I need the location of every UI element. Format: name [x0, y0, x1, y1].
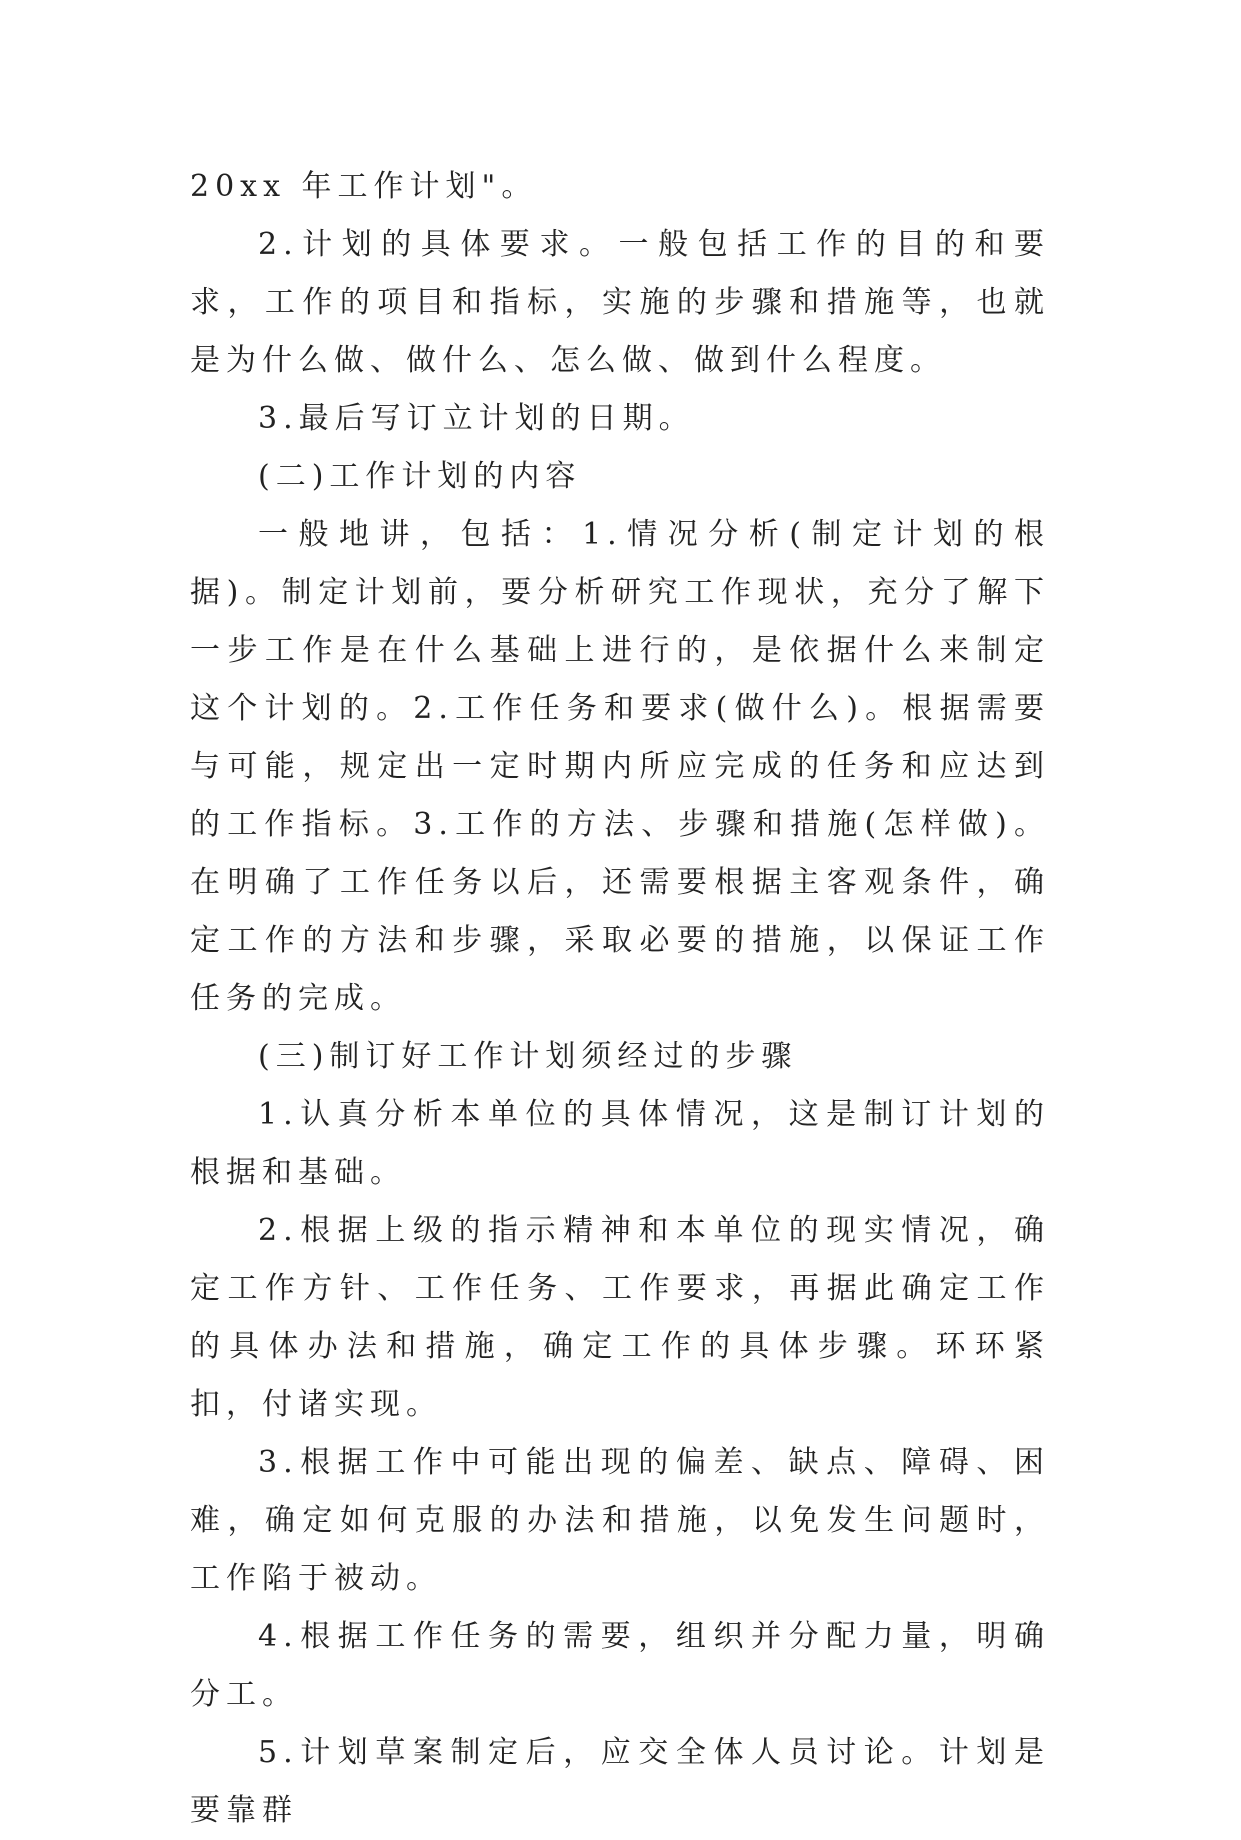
- paragraph-step-1: 1.认真分析本单位的具体情况，这是制订计划的根据和基础。: [190, 1097, 1050, 1190]
- section-heading-plan-content: (二)工作计划的内容: [258, 459, 582, 494]
- paragraph-step-4: 4.根据工作任务的需要，组织并分配力量，明确分工。: [190, 1619, 1050, 1712]
- paragraph-plan-date: 3.最后写订立计划的日期。: [258, 401, 695, 436]
- section-heading-plan-steps: (三)制订好工作计划须经过的步骤: [258, 1039, 798, 1074]
- paragraph-step-2: 2.根据上级的指示精神和本单位的现实情况，确定工作方针、工作任务、工作要求，再据此确定工作的具体办法和措施，确定工作的具体步骤。环环紧扣，付诸实现。: [190, 1213, 1050, 1422]
- paragraph-plan-requirements: 2.计划的具体要求。一般包括工作的目的和要求，工作的项目和指标，实施的步骤和措施等，也就是为什么做、做什么、怎么做、做到什么程度。: [190, 227, 1050, 378]
- paragraph-title-continuation: 20xx 年工作计划"。: [190, 169, 538, 204]
- paragraph-step-5: 5.计划草案制定后，应交全体人员讨论。计划是要靠群: [190, 1735, 1050, 1828]
- paragraph-plan-content: 一般地讲，包括：1.情况分析(制定计划的根据)。制定计划前，要分析研究工作现状，充分了解下一步工作是在什么基础上进行的，是依据什么来制定这个计划的。2.工作任务和要求(做什么)。根据需要与可能，规定出一定时期内所应完成的任务和应达到的工作指标。3.工作的方法、步骤和措施(怎样做)。在明确了工作任务以后，还需要根据主客观条件，确定工作的方法和步骤，采取必要的措施，以保证工作任务的完成。: [190, 517, 1050, 1016]
- paragraph-step-3: 3.根据工作中可能出现的偏差、缺点、障碍、困难，确定如何克服的办法和措施，以免发生问题时，工作陷于被动。: [190, 1445, 1050, 1596]
- document-body: [190, 158, 1050, 1840]
